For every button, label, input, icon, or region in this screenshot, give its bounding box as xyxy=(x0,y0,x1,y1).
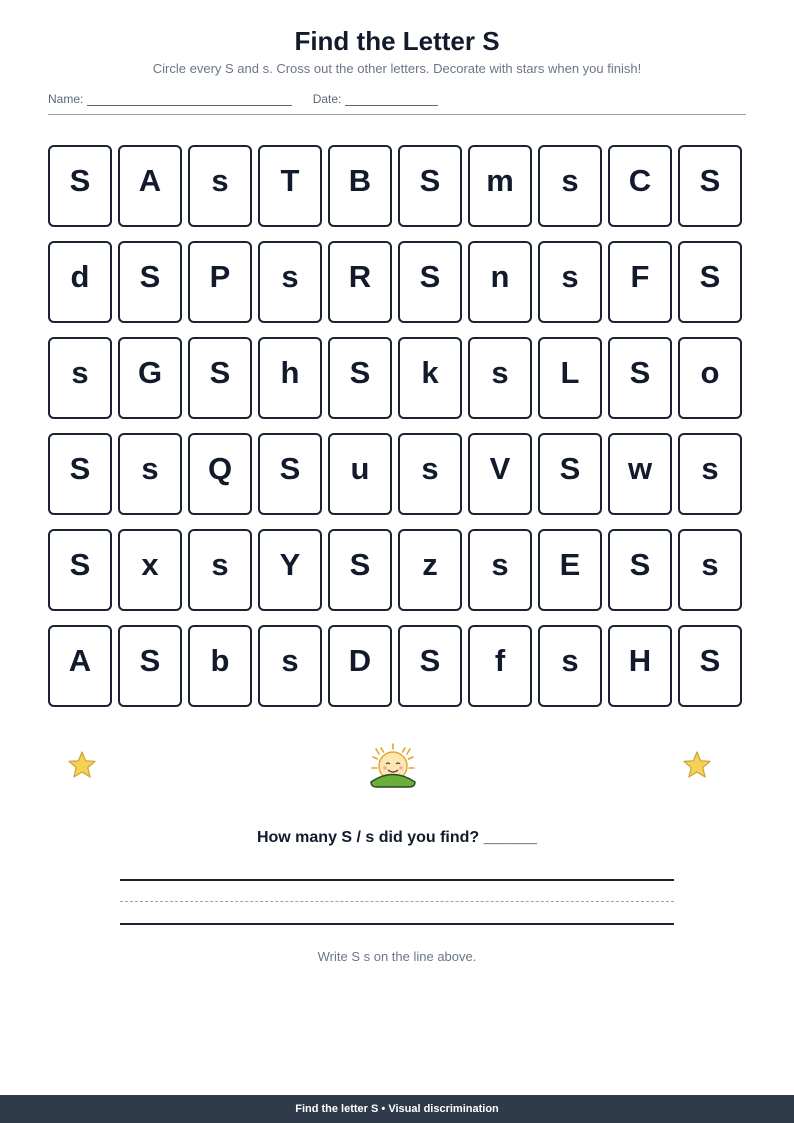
letter-tile-text: s xyxy=(71,355,89,390)
letter-tile[interactable] xyxy=(678,625,742,707)
letter-tile-text: G xyxy=(137,355,163,390)
letter-tile[interactable] xyxy=(678,241,742,323)
letter-tile-text: S xyxy=(139,259,161,294)
letter-tile[interactable] xyxy=(608,433,672,515)
letter-tile-text: f xyxy=(494,643,506,678)
letter-tile[interactable] xyxy=(468,241,532,323)
letter-tile-text: s xyxy=(211,547,229,582)
letter-tile[interactable] xyxy=(398,433,462,515)
letter-grid xyxy=(48,145,748,707)
letter-tile-text: k xyxy=(421,355,439,390)
letter-tile[interactable] xyxy=(608,145,672,227)
letter-tile-text: F xyxy=(630,259,650,294)
instructions: Circle every S and s. Cross out the other letters. Decorate with stars when you finish! xyxy=(152,61,642,76)
letter-tile-text: S xyxy=(279,451,301,486)
letter-tile-text: B xyxy=(348,163,372,198)
footer-text: Find the letter S • Visual discrimination xyxy=(295,1103,499,1115)
letter-tile-text: o xyxy=(700,355,720,390)
star-icon xyxy=(682,750,712,780)
letter-tile-text: S xyxy=(559,451,581,486)
letter-tile-text: d xyxy=(70,259,90,294)
letter-tile-text: s xyxy=(701,451,719,486)
letter-tile-text: S xyxy=(419,259,441,294)
count-question: How many S / s did you find? ______ xyxy=(256,829,538,846)
letter-tile[interactable] xyxy=(188,433,252,515)
letter-tile-text: Y xyxy=(279,547,301,582)
letter-tile-text: b xyxy=(210,643,230,678)
letter-tile-text: D xyxy=(348,643,372,678)
letter-tile-text: s xyxy=(281,259,299,294)
letter-tile[interactable] xyxy=(608,337,672,419)
letter-tile-text: S xyxy=(629,547,651,582)
letter-tile[interactable] xyxy=(468,529,532,611)
letter-tile[interactable] xyxy=(538,625,602,707)
date-label: Date: xyxy=(312,92,342,106)
letter-tile-text: s xyxy=(421,451,439,486)
letter-tile-text: S xyxy=(139,643,161,678)
letter-tile[interactable] xyxy=(118,529,182,611)
letter-tile[interactable] xyxy=(608,529,672,611)
letter-tile[interactable] xyxy=(328,433,392,515)
letter-tile[interactable] xyxy=(608,625,672,707)
letter-tile-text: S xyxy=(699,643,721,678)
letter-tile[interactable] xyxy=(538,337,602,419)
letter-tile[interactable] xyxy=(258,529,322,611)
letter-tile[interactable] xyxy=(678,337,742,419)
letter-tile[interactable] xyxy=(48,529,112,611)
letter-tile-text: z xyxy=(422,547,438,582)
letter-tile[interactable] xyxy=(538,433,602,515)
letter-tile[interactable] xyxy=(538,241,602,323)
letter-tile[interactable] xyxy=(328,337,392,419)
letter-tile-text: S xyxy=(419,163,441,198)
letter-tile-text: s xyxy=(211,163,229,198)
letter-tile-text: s xyxy=(561,643,579,678)
letter-tile[interactable] xyxy=(258,241,322,323)
letter-tile[interactable] xyxy=(328,529,392,611)
letter-tile[interactable] xyxy=(468,145,532,227)
letter-tile[interactable] xyxy=(258,433,322,515)
letter-tile-text: E xyxy=(559,547,581,582)
letter-tile[interactable] xyxy=(48,145,112,227)
name-date-row xyxy=(48,92,438,106)
letter-tile-text: S xyxy=(699,259,721,294)
letter-tile[interactable] xyxy=(48,625,112,707)
letter-tile-text: h xyxy=(280,355,300,390)
writing-line-middle xyxy=(120,901,674,902)
header-divider xyxy=(48,114,746,115)
star-icon xyxy=(67,750,97,780)
letter-tile[interactable] xyxy=(48,241,112,323)
letter-tile-text: x xyxy=(141,547,159,582)
letter-tile[interactable] xyxy=(188,625,252,707)
letter-tile[interactable] xyxy=(468,625,532,707)
letter-tile[interactable] xyxy=(398,529,462,611)
writing-hint: Write S s on the line above. xyxy=(317,949,477,964)
letter-tile-text: u xyxy=(350,451,370,486)
letter-tile[interactable] xyxy=(398,337,462,419)
letter-tile[interactable] xyxy=(678,145,742,227)
letter-tile[interactable] xyxy=(118,145,182,227)
letter-tile[interactable] xyxy=(608,241,672,323)
letter-tile[interactable] xyxy=(188,145,252,227)
letter-tile[interactable] xyxy=(328,241,392,323)
letter-tile[interactable] xyxy=(468,433,532,515)
letter-tile[interactable] xyxy=(398,241,462,323)
letter-tile[interactable] xyxy=(118,241,182,323)
letter-tile-text: S xyxy=(209,355,231,390)
name-field[interactable] xyxy=(87,93,292,106)
letter-tile-text: n xyxy=(490,259,510,294)
letter-tile-text: s xyxy=(561,259,579,294)
letter-tile[interactable] xyxy=(118,337,182,419)
letter-tile-text: S xyxy=(419,643,441,678)
letter-tile-text: P xyxy=(209,259,231,294)
writing-line-bottom[interactable] xyxy=(120,923,674,925)
letter-tile[interactable] xyxy=(258,625,322,707)
sun-over-hill-icon xyxy=(369,741,417,789)
letter-tile-text: S xyxy=(69,547,91,582)
letter-tile[interactable] xyxy=(678,529,742,611)
letter-tile-text: R xyxy=(348,259,372,294)
letter-tile[interactable] xyxy=(468,337,532,419)
letter-tile[interactable] xyxy=(188,337,252,419)
letter-tile-text: s xyxy=(491,547,509,582)
letter-tile-text: Q xyxy=(207,451,233,486)
letter-tile[interactable] xyxy=(118,433,182,515)
letter-tile-text: A xyxy=(138,163,162,198)
date-field[interactable] xyxy=(345,93,438,106)
letter-tile-text: V xyxy=(489,451,511,486)
letter-tile-text: w xyxy=(627,451,653,486)
letter-tile-text: S xyxy=(69,163,91,198)
letter-tile[interactable] xyxy=(188,529,252,611)
letter-tile[interactable] xyxy=(118,625,182,707)
letter-tile-text: m xyxy=(486,163,514,198)
letter-tile[interactable] xyxy=(258,337,322,419)
letter-tile-text: A xyxy=(68,643,92,678)
letter-tile-text: S xyxy=(349,547,371,582)
letter-tile-text: s xyxy=(561,163,579,198)
letter-tile-text: s xyxy=(141,451,159,486)
letter-tile[interactable] xyxy=(678,433,742,515)
letter-tile-text: s xyxy=(701,547,719,582)
name-label: Name: xyxy=(48,92,84,106)
letter-tile-text: S xyxy=(349,355,371,390)
letter-tile-text: S xyxy=(699,163,721,198)
letter-tile[interactable] xyxy=(48,337,112,419)
writing-line-top[interactable] xyxy=(120,879,674,881)
letter-tile[interactable] xyxy=(398,625,462,707)
letter-tile[interactable] xyxy=(538,529,602,611)
footer-bar xyxy=(0,1095,794,1123)
letter-tile[interactable] xyxy=(48,433,112,515)
letter-tile[interactable] xyxy=(258,145,322,227)
letter-tile[interactable] xyxy=(188,241,252,323)
letter-tile[interactable] xyxy=(328,145,392,227)
letter-tile[interactable] xyxy=(538,145,602,227)
letter-tile[interactable] xyxy=(328,625,392,707)
letter-tile-text: T xyxy=(280,163,300,198)
letter-tile-text: s xyxy=(281,643,299,678)
letter-tile-text: C xyxy=(628,163,652,198)
page-title: Find the Letter S xyxy=(294,26,500,56)
letter-tile-text: S xyxy=(69,451,91,486)
letter-tile-text: L xyxy=(560,355,580,390)
letter-tile-text: S xyxy=(629,355,651,390)
letter-tile[interactable] xyxy=(398,145,462,227)
letter-tile-text: s xyxy=(491,355,509,390)
letter-tile-text: H xyxy=(628,643,652,678)
